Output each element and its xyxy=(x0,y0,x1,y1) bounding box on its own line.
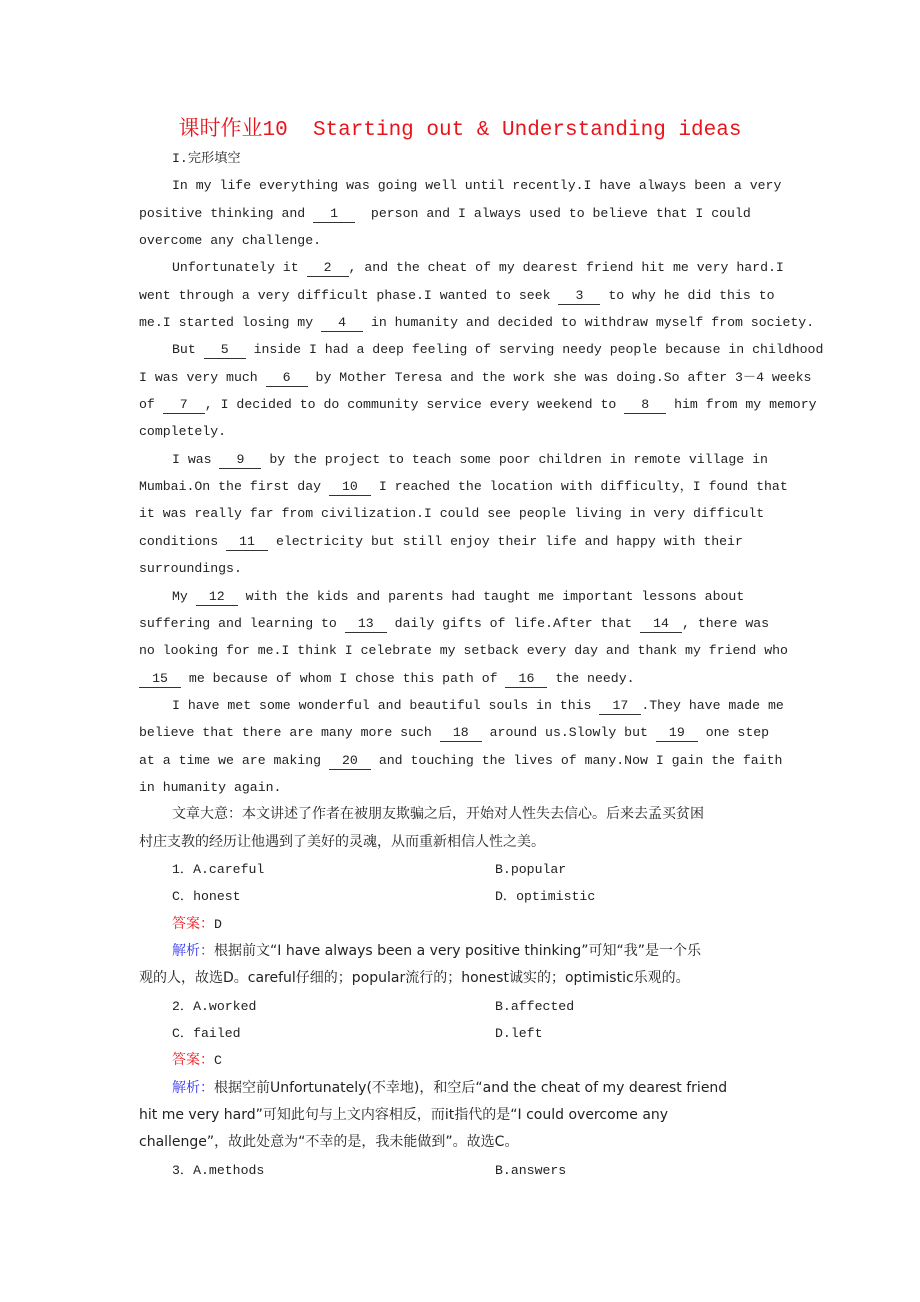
text-segment: , there was xyxy=(682,615,770,631)
document-line xyxy=(139,1129,839,1156)
document-line xyxy=(139,583,839,610)
text-segment: 文章大意：本文讲述了作者在被朋友欺骗之后，开始对人性失去信心。后来去孟买贫困 xyxy=(172,806,704,823)
text-segment: Unfortunately it xyxy=(172,260,307,276)
text-segment: in humanity and decided to withdraw myself from society. xyxy=(363,315,815,331)
cloze-blank: 4 xyxy=(321,315,363,332)
text-segment: by the project to teach some poor children in remote village in xyxy=(261,451,768,467)
document-line xyxy=(139,473,839,500)
document-line xyxy=(139,1020,839,1047)
document-line xyxy=(139,665,839,692)
document-line xyxy=(139,500,839,527)
text-segment: went through a very difficult phase.I wanted to seek xyxy=(139,287,559,303)
text-segment: me because of whom I chose this path of xyxy=(181,670,506,686)
text-segment: by Mother Teresa and the work she was doing.So after 3－4 weeks xyxy=(307,369,812,385)
text-segment: believe that there are many more such xyxy=(139,725,440,741)
document-line xyxy=(139,528,839,555)
text-segment: conditions xyxy=(139,533,227,549)
text-segment: I.完形填空 xyxy=(172,151,241,166)
document-line xyxy=(139,1047,839,1074)
cloze-blank: 9 xyxy=(219,452,261,469)
answer-value: D xyxy=(214,916,222,932)
cloze-blank: 5 xyxy=(204,342,246,359)
text-segment: suffering and learning to xyxy=(139,615,345,631)
document-line xyxy=(139,911,839,938)
text-segment: around us.Slowly but xyxy=(481,725,656,741)
document-line xyxy=(139,747,839,774)
document-line xyxy=(139,555,839,582)
text-segment: My xyxy=(172,588,196,604)
text-segment: of xyxy=(139,397,163,413)
document-line xyxy=(139,965,839,992)
text-segment: at a time we are making xyxy=(139,752,329,768)
text-segment: challenge”，故此处意为“不幸的是，我未能做到”。故选C。 xyxy=(139,1134,519,1151)
document-line xyxy=(139,364,839,391)
text-segment: hit me very hard”可知此句与上文内容相反，而it指代的是“I could overcome any xyxy=(139,1107,669,1124)
text-segment: In my life everything was going well until recently.I have always been a very xyxy=(172,178,782,194)
document-line xyxy=(139,309,839,336)
cloze-blank: 11 xyxy=(226,534,268,551)
cloze-blank: 17 xyxy=(599,698,641,715)
text-segment: me.I started losing my xyxy=(139,315,322,331)
option-right: D．optimistic xyxy=(495,889,596,905)
document-line xyxy=(139,446,839,473)
document-line xyxy=(139,391,839,418)
cloze-blank: 2 xyxy=(307,260,349,277)
text-segment: Mumbai.On the first day xyxy=(139,479,329,495)
cloze-blank: 19 xyxy=(656,725,698,742)
option-right: B.affected xyxy=(495,998,575,1014)
document-line xyxy=(139,200,839,227)
document-line xyxy=(139,938,839,965)
document-line xyxy=(139,172,839,199)
text-segment: with the kids and parents had taught me important lessons about xyxy=(237,588,745,604)
text-segment: him from my memory xyxy=(666,397,817,413)
text-segment: the needy. xyxy=(547,670,635,686)
document-line xyxy=(139,993,839,1020)
document-body xyxy=(139,145,839,1184)
option-right: D.left xyxy=(495,1026,543,1041)
answer-label: 答案： xyxy=(172,1052,214,1069)
document-line xyxy=(139,1157,839,1184)
text-segment: overcome any challenge. xyxy=(139,233,322,249)
document-line xyxy=(139,610,839,637)
cloze-blank: 14 xyxy=(640,616,682,633)
document-line xyxy=(139,692,839,719)
cloze-blank: 6 xyxy=(266,370,308,387)
cloze-blank: 12 xyxy=(196,589,238,606)
cloze-blank: 8 xyxy=(624,397,666,414)
text-segment: and touching the lives of many.Now I gain the faith xyxy=(370,752,783,768)
document-line xyxy=(139,719,839,746)
option-left: 2．A.worked xyxy=(172,998,257,1014)
option-left: C．honest xyxy=(172,889,241,905)
document-line xyxy=(139,1102,839,1129)
text-segment: 村庄支教的经历让他遇到了美好的灵魂，从而重新相信人性之美。 xyxy=(139,833,545,850)
document-line xyxy=(139,254,839,281)
text-segment: electricity but still enjoy their life and happy with their xyxy=(268,533,743,549)
analysis-text: 根据前文“I have always been a very positive thinking”可知“我”是一个乐 xyxy=(214,942,702,959)
analysis-label: 解析： xyxy=(172,942,214,959)
text-segment: 观的人，故选D。careful仔细的；popular流行的；honest诚实的；optimistic乐观的。 xyxy=(139,970,690,987)
text-segment: .They have made me xyxy=(641,697,784,713)
text-segment: one step xyxy=(697,725,770,741)
option-left: 3．A.methods xyxy=(172,1162,265,1178)
text-segment: no looking for me.I think I celebrate my setback every day and thank my friend who xyxy=(139,643,788,659)
document-line xyxy=(139,637,839,664)
option-left: 1．A.careful xyxy=(172,861,265,877)
document-line xyxy=(139,801,839,828)
cloze-blank: 10 xyxy=(329,479,371,496)
document-line xyxy=(139,774,839,801)
text-segment: I was xyxy=(172,451,220,467)
document-line xyxy=(139,336,839,363)
cloze-blank: 13 xyxy=(345,616,387,633)
document-line xyxy=(139,282,839,309)
text-segment: , I decided to do community service every weekend to xyxy=(204,397,625,413)
text-segment: But xyxy=(172,342,204,358)
document-line xyxy=(139,227,839,254)
text-segment: it was really far from civilization.I could see people living in very difficult xyxy=(139,506,765,522)
cloze-blank: 15 xyxy=(139,671,181,688)
text-segment: I reached the location with difficulty，I found that xyxy=(370,479,788,495)
text-segment: , and the cheat of my dearest friend hit me very hard.I xyxy=(348,260,784,276)
cloze-blank: 18 xyxy=(440,725,482,742)
option-right: B.answers xyxy=(495,1162,567,1178)
document-line xyxy=(139,883,839,910)
document-line xyxy=(139,856,839,883)
text-segment: to why he did this to xyxy=(600,287,775,303)
option-left: C．failed xyxy=(172,1026,241,1041)
cloze-blank: 16 xyxy=(505,671,547,688)
text-segment: daily gifts of life.After that xyxy=(386,615,641,631)
page-title: 课时作业10 Starting out & Understanding ideas xyxy=(178,119,742,142)
text-segment: I have met some wonderful and beautiful souls in this xyxy=(172,697,600,713)
document-line xyxy=(139,1075,839,1102)
cloze-blank: 20 xyxy=(329,753,371,770)
text-segment: surroundings. xyxy=(139,561,242,577)
analysis-text: 根据空前Unfortunately(不幸地)，和空后“and the cheat of my dearest friend xyxy=(214,1079,728,1096)
text-segment: positive thinking and xyxy=(139,205,314,221)
answer-value: C xyxy=(214,1053,222,1069)
text-segment: in humanity again. xyxy=(139,779,282,795)
text-segment: I was very much xyxy=(139,369,266,385)
cloze-blank: 3 xyxy=(558,288,600,305)
cloze-blank: 7 xyxy=(163,397,205,414)
analysis-label: 解析： xyxy=(172,1079,214,1096)
option-right: B.popular xyxy=(495,861,567,877)
text-segment: inside I had a deep feeling of serving needy people because in childhood xyxy=(245,342,824,358)
answer-label: 答案： xyxy=(172,915,214,932)
document-line xyxy=(139,829,839,856)
text-segment: person and I always used to believe that I could xyxy=(355,205,751,221)
text-segment: completely. xyxy=(139,424,227,440)
document-line xyxy=(139,418,839,445)
document-line xyxy=(139,145,839,172)
cloze-blank: 1 xyxy=(313,206,355,223)
